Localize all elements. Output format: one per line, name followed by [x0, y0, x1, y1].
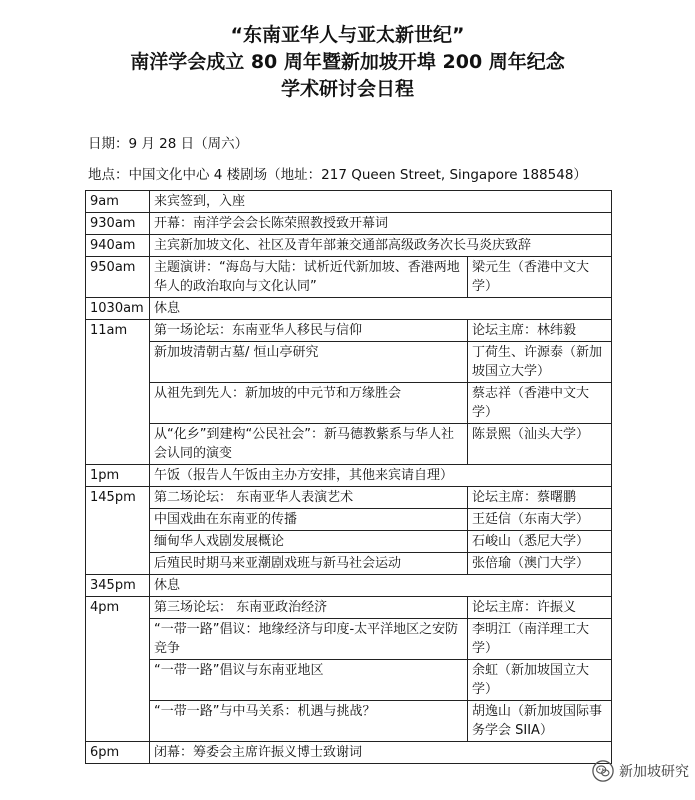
schedule-row [86, 509, 612, 531]
schedule-item: 第三场论坛： 东南亚政治经济 [150, 597, 468, 619]
schedule-speaker: 蔡志祥（香港中文大学） [468, 383, 612, 424]
schedule-item: “一带一路”与中马关系：机遇与挑战？ [150, 701, 468, 742]
schedule-row [86, 298, 612, 320]
schedule-row [86, 235, 612, 257]
schedule-row [86, 424, 612, 465]
schedule-row [86, 320, 612, 342]
schedule-speaker: 胡逸山（新加坡国际事务学会 SIIA） [468, 701, 612, 742]
schedule-speaker: 王廷信（东南大学） [468, 509, 612, 531]
schedule-item: 从“化乡”到建构“公民社会”：新马德教紫系与华人社会认同的演变 [150, 424, 468, 465]
schedule-speaker: 梁元生（香港中文大学） [468, 257, 612, 298]
schedule-row [86, 465, 612, 487]
schedule-item: 闭幕：筹委会主席许振义博士致谢词 [150, 742, 612, 764]
title-line-1: “东南亚华人与亚太新世纪” [230, 24, 465, 46]
schedule-row [86, 191, 612, 213]
schedule-row [86, 487, 612, 509]
title-line-3: 学术研讨会日程 [280, 78, 414, 100]
schedule-speaker: 石峻山（悉尼大学） [468, 531, 612, 553]
watermark-text: 新加坡研究 [619, 764, 689, 780]
schedule-item: 主题演讲：“海岛与大陆：试析近代新加坡、香港两地华人的政治取向与文化认同” [150, 257, 468, 298]
schedule-time: 9am [86, 191, 150, 213]
schedule-row [86, 597, 612, 619]
schedule-item: 午饭（报告人午饭由主办方安排，其他来宾请自理） [150, 465, 612, 487]
schedule-item: 休息 [150, 298, 612, 320]
schedule-item: 来宾签到，入座 [150, 191, 612, 213]
schedule-item: 缅甸华人戏剧发展概论 [150, 531, 468, 553]
schedule-speaker: 余虹（新加坡国立大学） [468, 660, 612, 701]
schedule-time: 1030am [86, 298, 150, 320]
schedule-row [86, 531, 612, 553]
schedule-row [86, 701, 612, 742]
schedule-row [86, 575, 612, 597]
schedule-time: 1pm [86, 465, 150, 487]
schedule-speaker: 论坛主席：蔡曙鹏 [468, 487, 612, 509]
schedule-item: 从祖先到先人：新加坡的中元节和万缘胜会 [150, 383, 468, 424]
schedule-speaker: 陈景熙（汕头大学） [468, 424, 612, 465]
wechat-icon [592, 760, 614, 782]
schedule-item: 第二场论坛： 东南亚华人表演艺术 [150, 487, 468, 509]
schedule-speaker: 张倍瑜（澳门大学） [468, 553, 612, 575]
schedule-time: 940am [86, 235, 150, 257]
schedule-speaker: 丁荷生、许源泰（新加坡国立大学） [468, 342, 612, 383]
schedule-time: 145pm [86, 487, 150, 575]
schedule-item: 第一场论坛：东南亚华人移民与信仰 [150, 320, 468, 342]
schedule-row [86, 342, 612, 383]
schedule-table [85, 190, 612, 764]
schedule-item: 开幕：南洋学会会长陈荣照教授致开幕词 [150, 213, 612, 235]
schedule-row [86, 383, 612, 424]
event-venue: 地点：中国文化中心 4 楼剧场（地址：217 Queen Street, Singapore 188548） [88, 167, 587, 183]
schedule-row [86, 742, 612, 764]
schedule-speaker: 论坛主席：林纬毅 [468, 320, 612, 342]
schedule-row [86, 213, 612, 235]
schedule-speaker: 李明江（南洋理工大学） [468, 619, 612, 660]
schedule-item: 主宾新加坡文化、社区及青年部兼交通部高级政务次长马炎庆致辞 [150, 235, 612, 257]
schedule-row [86, 619, 612, 660]
schedule-speaker: 论坛主席：许振义 [468, 597, 612, 619]
schedule-item: “一带一路”倡议与东南亚地区 [150, 660, 468, 701]
schedule-item: “一带一路”倡议：地缘经济与印度-太平洋地区之安防竞争 [150, 619, 468, 660]
schedule-time: 930am [86, 213, 150, 235]
watermark [592, 760, 689, 782]
schedule-row [86, 660, 612, 701]
schedule-time: 11am [86, 320, 150, 465]
title-line-2: 南洋学会成立 80 周年暨新加坡开埠 200 周年纪念 [130, 51, 565, 73]
schedule-item: 新加坡清朝古墓/ 恒山亭研究 [150, 342, 468, 383]
schedule-row [86, 257, 612, 298]
schedule-item: 休息 [150, 575, 612, 597]
schedule-item: 后殖民时期马来亚潮剧戏班与新马社会运动 [150, 553, 468, 575]
schedule-time: 4pm [86, 597, 150, 742]
schedule-body [86, 191, 612, 764]
event-date: 日期：9 月 28 日（周六） [88, 136, 249, 152]
schedule-row [86, 553, 612, 575]
schedule-item: 中国戏曲在东南亚的传播 [150, 509, 468, 531]
schedule-time: 345pm [86, 575, 150, 597]
schedule-time: 950am [86, 257, 150, 298]
schedule-time: 6pm [86, 742, 150, 764]
document-header [0, 22, 695, 103]
